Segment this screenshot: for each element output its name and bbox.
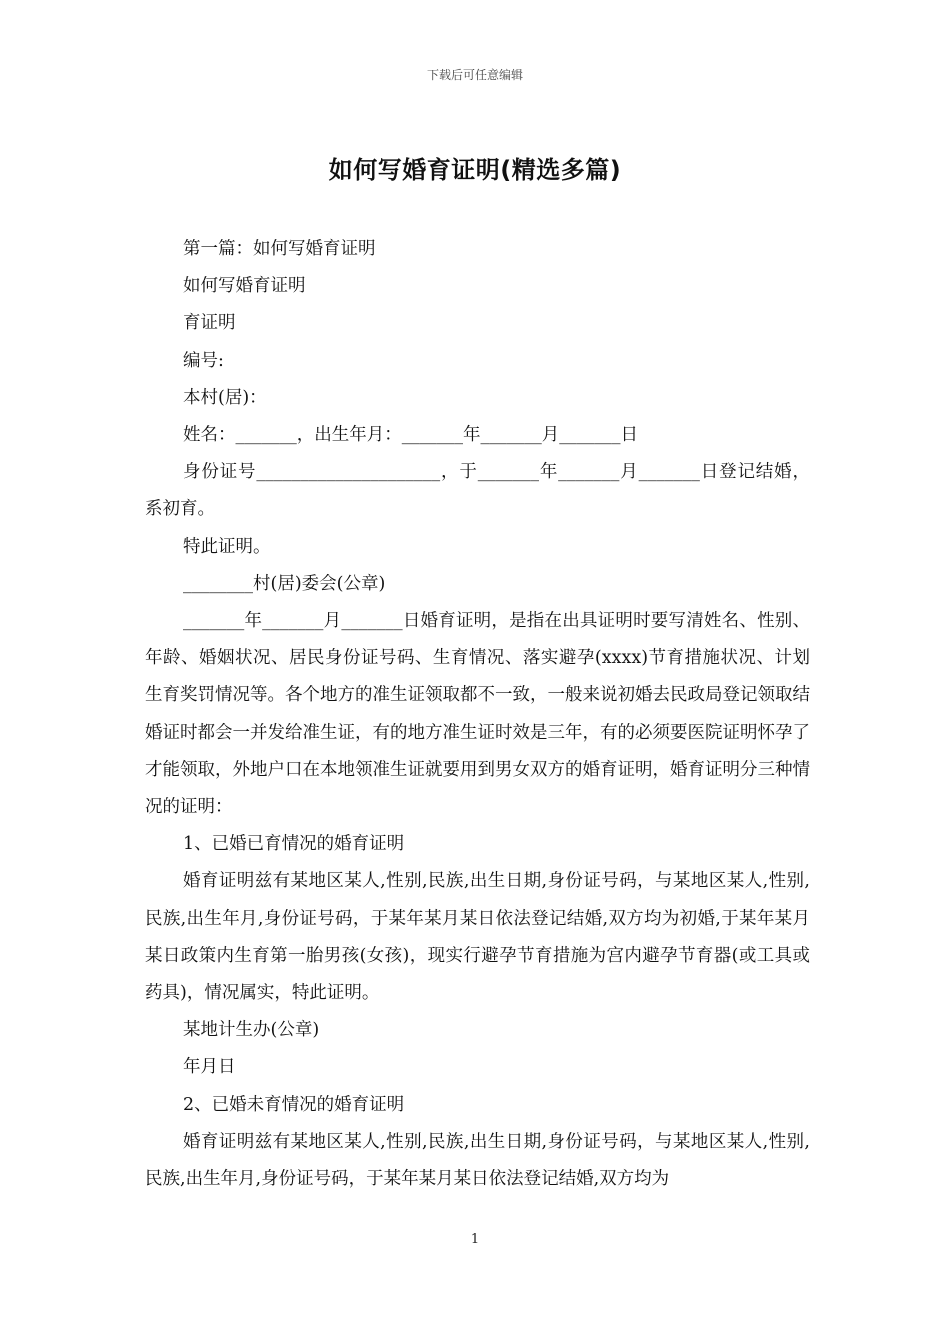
paragraph-hereby-certify: 特此证明。 <box>183 536 271 557</box>
header-note: 下载后可任意编辑 <box>426 68 523 82</box>
paragraph-case-1-text: 婚育证明兹有某地区某人,性别,民族,出生日期,身份证号码，与某地区某人,性别,民族,出生年月,身份证号码，于某年某月某日依法登记结婚,双方均为初婚,于某年某月某日政策内生育第一胎男孩(女孩)，现实行避孕节育措施为宫内避孕节育器(或工具或药具)，情况属实，特此证明。 <box>145 871 810 1004</box>
paragraph-subtitle: 如何写婚育证明 <box>183 276 306 297</box>
paragraph-serial-number: 编号: <box>183 350 224 371</box>
document-title: 如何写婚育证明(精选多篇) <box>328 156 622 184</box>
page-number: 1 <box>470 1232 480 1247</box>
paragraph-committee-seal: ________村(居)委会(公章) <box>183 573 386 594</box>
document-body <box>145 231 810 1198</box>
paragraph-case-2-heading: 2、已婚未育情况的婚育证明 <box>183 1094 405 1115</box>
paragraph-explanation: _______年_______月_______日婚育证明，是指在出具证明时要写清姓名、性别、年龄、婚姻状况、居民身份证号码、生育情况、落实避孕(xxxx)节育措施状况、计划生育奖罚情况等。各个地方的准生证领取都不一致，一般来说初婚去民政局登记领取结婚证时都会一并发给准生证，有的地方准生证时效是三年，有的必须要医院证明怀孕了才能领取，外地户口在本地领准生证就要用到男女双方的婚育证明，婚育证明分三种情况的证明： <box>145 611 810 818</box>
paragraph-case-2-text: 婚育证明兹有某地区某人,性别,民族,出生日期,身份证号码，与某地区某人,性别,民族,出生年月,身份证号码，于某年某月某日依法登记结婚,双方均为 <box>145 1131 810 1190</box>
paragraph-part-heading: 第一篇：如何写婚育证明 <box>183 239 376 259</box>
paragraph-case-1-heading: 1、已婚已育情况的婚育证明 <box>183 834 405 855</box>
paragraph-cert-heading: 育证明 <box>183 313 236 334</box>
paragraph-village: 本村(居)： <box>183 387 267 408</box>
paragraph-id-marriage: 身份证号_____________________，于_______年_______月_______日登记结婚，系初育。 <box>145 462 810 520</box>
paragraph-office-seal: 某地计生办(公章) <box>183 1020 320 1041</box>
paragraph-date: 年月日 <box>183 1057 236 1078</box>
paragraph-name-birth: 姓名：_______，出生年月：_______年_______月_______日 <box>183 425 638 446</box>
